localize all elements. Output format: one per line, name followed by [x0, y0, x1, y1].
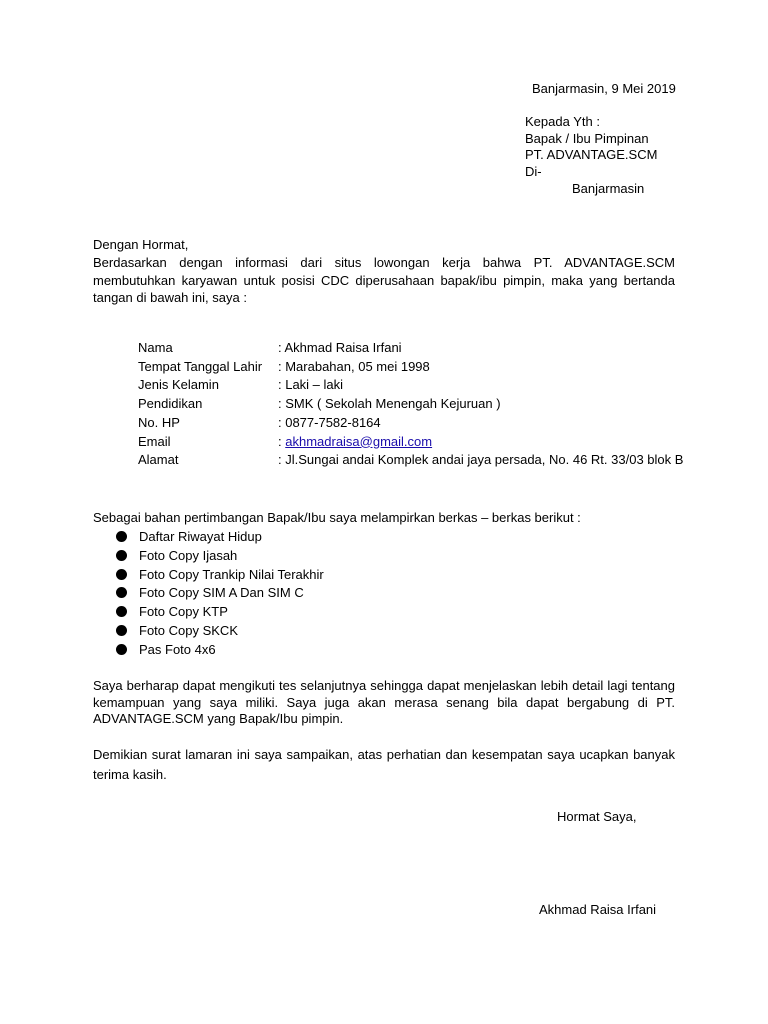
info-value: : Jl.Sungai andai Komplek andai jaya persada, No. 46 Rt. 33/03 blok B	[278, 452, 684, 468]
closing-paragraph: Demikian surat lamaran ini saya sampaikan, atas perhatian dan kesempatan saya ucapkan banyak terima kasih.	[93, 747, 675, 782]
recipient-block	[525, 114, 657, 198]
attachment-label: Daftar Riwayat Hidup	[139, 529, 262, 544]
recipient-salutation: Kepada Yth :	[525, 114, 600, 129]
list-item	[116, 528, 324, 547]
personal-info-table	[138, 339, 683, 470]
intro-paragraph: Berdasarkan dengan informasi dari situs lowongan kerja bahwa PT. ADVANTAGE.SCM membutuhkan karyawan untuk posisi CDC diperusahaan bapak/ibu pimpin, maka yang bertanda tangan di bawah ini, saya :	[93, 255, 675, 305]
info-label: Email	[138, 433, 171, 449]
regards: Hormat Saya,	[557, 809, 637, 824]
attachment-label: Foto Copy Trankip Nilai Terakhir	[139, 566, 324, 582]
attachment-label: Foto Copy KTP	[139, 604, 228, 620]
bullet-icon	[116, 625, 127, 636]
list-item	[116, 566, 324, 585]
place-date: Banjarmasin, 9 Mei 2019	[532, 81, 676, 96]
info-row-email	[138, 433, 683, 452]
info-label: Pendidikan	[138, 396, 203, 412]
attachments-intro: Sebagai bahan pertimbangan Bapak/Ibu saya melampirkan berkas – berkas berikut :	[93, 510, 581, 525]
info-value: : 0877-7582-8164	[278, 414, 381, 430]
info-row-address	[138, 451, 683, 470]
list-item	[116, 584, 324, 603]
recipient-company: PT. ADVANTAGE.SCM	[525, 147, 658, 162]
info-value: : Akhmad Raisa Irfani	[278, 340, 402, 355]
list-item	[116, 603, 324, 622]
list-item	[116, 547, 324, 566]
attachment-label: Pas Foto 4x6	[139, 641, 216, 657]
recipient-di: Di-	[525, 163, 542, 179]
attachment-label: Foto Copy SKCK	[139, 622, 238, 638]
info-value	[278, 433, 683, 452]
attachment-label: Foto Copy SIM A Dan SIM C	[139, 585, 304, 601]
list-item	[116, 641, 324, 660]
info-label: Tempat Tanggal Lahir	[138, 358, 263, 374]
recipient-city: Banjarmasin	[572, 181, 645, 196]
bullet-icon	[116, 587, 127, 598]
info-label: Alamat	[138, 452, 179, 468]
info-label: Nama	[138, 340, 173, 355]
list-item	[116, 622, 324, 641]
email-prefix: :	[278, 433, 286, 449]
info-label: No. HP	[138, 414, 180, 430]
attachment-label: Foto Copy Ijasah	[139, 547, 238, 563]
info-value: : Laki – laki	[278, 377, 344, 393]
info-row-ttl	[138, 358, 683, 377]
info-row-nama	[138, 339, 683, 358]
greeting: Dengan Hormat,	[93, 237, 189, 252]
info-row-education	[138, 395, 683, 414]
bullet-icon	[116, 531, 127, 542]
info-value: : SMK ( Sekolah Menengah Kejuruan )	[278, 396, 501, 412]
bullet-icon	[116, 644, 127, 655]
bullet-icon	[116, 569, 127, 580]
hope-paragraph: Saya berharap dapat mengikuti tes selanjutnya sehingga dapat menjelaskan lebih detail lagi tentang kemampuan yang saya miliki. Saya juga akan merasa senang bila dapat bergabung di PT. ADVANTAGE.SCM yang Bapak/Ibu pimpin.	[93, 678, 675, 726]
attachments-list	[116, 528, 324, 660]
bullet-icon	[116, 606, 127, 617]
info-label: Jenis Kelamin	[138, 377, 219, 393]
signer-name: Akhmad Raisa Irfani	[539, 902, 657, 917]
bullet-icon	[116, 550, 127, 561]
recipient-title: Bapak / Ibu Pimpinan	[525, 130, 649, 146]
info-row-gender	[138, 376, 683, 395]
email-link[interactable]: akhmadraisa@gmail.com	[285, 433, 433, 449]
info-value: : Marabahan, 05 mei 1998	[278, 358, 430, 374]
info-row-phone	[138, 414, 683, 433]
